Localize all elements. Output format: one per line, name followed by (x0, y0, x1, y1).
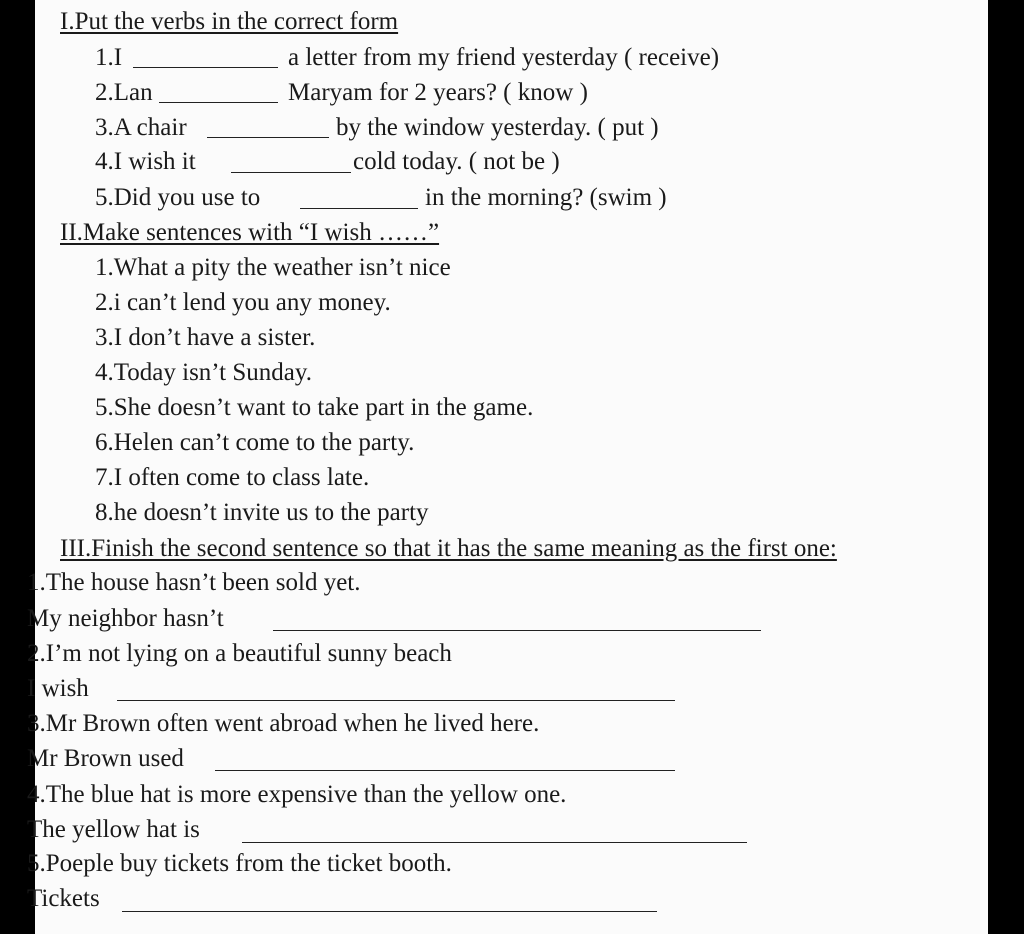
worksheet-page (27, 0, 988, 934)
s3-item-3-answer-line[interactable] (215, 770, 675, 771)
s2-item-1: 1.What a pity the weather isn’t nice (95, 254, 451, 281)
s1-item-4-blank[interactable] (231, 172, 351, 173)
s1-item-5-blank[interactable] (300, 208, 418, 209)
section-2-heading: II.Make sentences with “I wish ……” (60, 219, 440, 246)
s1-item-1-blank[interactable] (133, 67, 278, 68)
s3-item-1-start: My neighbor hasn’t (27, 605, 224, 632)
s1-item-1-prefix: 1.I (95, 44, 123, 71)
s3-item-3-start: Mr Brown used (27, 745, 184, 772)
s3-item-2-answer-line[interactable] (117, 700, 675, 701)
s3-item-4-sentence: 4.The blue hat is more expensive than the yellow one. (27, 781, 567, 808)
s2-item-6: 6.Helen can’t come to the party. (95, 429, 415, 456)
section-3-heading: III.Finish the second sentence so that it has the same meaning as the first one: (60, 535, 837, 562)
s1-item-4-prefix: 4.I wish it (95, 148, 196, 175)
section-1-heading: I.Put the verbs in the correct form (60, 8, 399, 35)
s3-item-4-answer-line[interactable] (242, 842, 747, 843)
s3-item-2-start: I wish (27, 675, 89, 702)
s1-item-5-prefix: 5.Did you use to (95, 184, 261, 211)
s3-item-3-sentence: 3.Mr Brown often went abroad when he lived here. (27, 710, 540, 737)
s3-item-5-answer-line[interactable] (122, 911, 657, 912)
s2-item-7: 7.I often come to class late. (95, 464, 370, 491)
s3-item-5-start: Tickets (27, 885, 100, 912)
s2-item-5: 5.She doesn’t want to take part in the game. (95, 394, 534, 421)
s1-item-3-prefix: 3.A chair (95, 114, 187, 141)
s1-item-4-suffix: cold today. ( not be ) (353, 148, 560, 175)
s2-item-4: 4.Today isn’t Sunday. (95, 359, 312, 386)
s1-item-3-suffix: by the window yesterday. ( put ) (336, 114, 659, 141)
s1-item-1-suffix: a letter from my friend yesterday ( receive) (288, 44, 720, 71)
s2-item-2: 2.i can’t lend you any money. (95, 289, 391, 316)
s3-item-2-sentence: 2.I’m not lying on a beautiful sunny beach (27, 640, 452, 667)
s1-item-3-blank[interactable] (207, 137, 329, 138)
s1-item-5-suffix: in the morning? (swim ) (425, 184, 667, 211)
s2-item-8: 8.he doesn’t invite us to the party (95, 499, 429, 526)
s1-item-2-suffix: Maryam for 2 years? ( know ) (288, 79, 588, 106)
s3-item-5-sentence: 5.Poeple buy tickets from the ticket booth. (27, 850, 452, 877)
s3-item-1-sentence: 1.The house hasn’t been sold yet. (27, 569, 361, 596)
s1-item-2-prefix: 2.Lan (95, 79, 153, 106)
s3-item-4-start: The yellow hat is (27, 816, 200, 843)
s1-item-2-blank[interactable] (159, 102, 278, 103)
s3-item-1-answer-line[interactable] (273, 630, 761, 631)
s2-item-3: 3.I don’t have a sister. (95, 324, 316, 351)
